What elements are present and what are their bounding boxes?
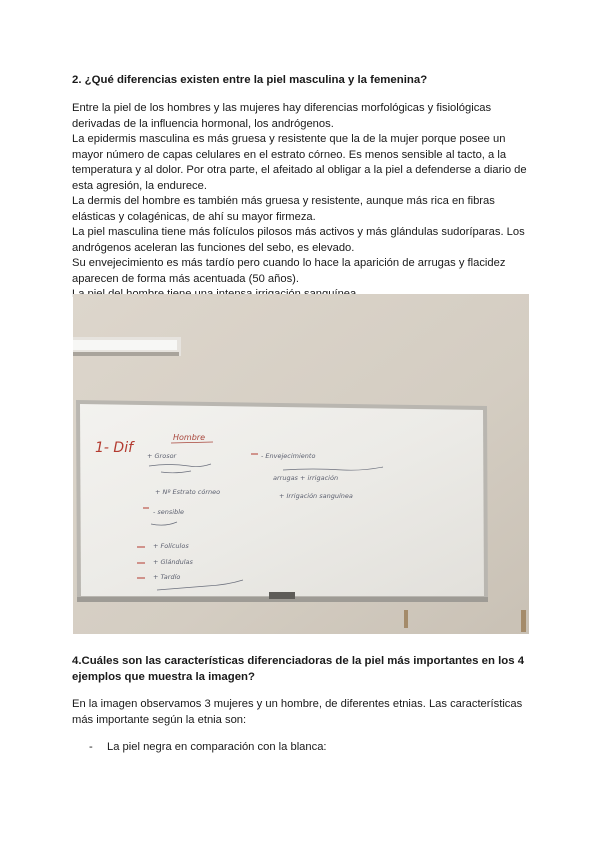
bullet-item [89,740,327,755]
section-4-heading: 4.Cuáles son las características diferenciadoras de la piel más importantes en los 4 ejemplos que muestra la imagen? [72,655,525,683]
wall-fitting [404,610,408,628]
board-right-item: arrugas + irrigación [273,474,339,482]
bullet-text: La piel negra en comparación con la blanca: [107,741,327,753]
board-title: 1- Dif [95,440,134,456]
whiteboard-frame [76,400,488,602]
paragraph: La piel masculina tiene más folículos pilosos más activos y más glándulas sudoríparas. Los andrógenos aceleran las funciones del sebo, es elevado. [72,226,525,254]
board-left-item: + Nº Estrato córneo [155,488,221,496]
board-left-item: + Folículos [153,542,189,550]
whiteboard-photo [73,294,529,634]
paragraph: Entre la piel de los hombres y las mujeres hay diferencias morfológicas y fisiológicas derivadas de la influencia hormonal, los andrógenos. [72,102,492,130]
board-right-item: - Envejecimiento [261,452,316,460]
board-left-item: + Grosor [147,452,177,460]
wall-fitting [521,610,526,632]
bullet-marker: - [89,741,93,753]
board-header: Hombre [173,433,205,442]
light-fixture-icon [73,337,181,356]
paragraph: Su envejecimiento es más tardío pero cuando lo hace la aparición de arrugas y flacidez aparecen de forma más acentuada (50 años). [72,257,506,285]
paragraph: La epidermis masculina es más gruesa y resistente que la de la mujer porque posee un mayor número de capas celulares en el estrato córneo. Es menos sensible al tacto, a la temperatura y al dolor. Por otra parte, el afeitado al obligar a la piel a defenderse a diario de esta agresión, la endurece. [72,133,527,192]
section-2-heading: 2. ¿Qué diferencias existen entre la piel masculina y la femenina? [72,74,428,86]
paragraph: La dermis del hombre es también más gruesa y resistente, aunque más rica en fibras elásticas y colagénicas, de ahí su mayor firmeza. [72,195,495,223]
whiteboard-illustration [73,294,529,634]
board-left-item: + Glándulas [153,558,193,566]
section-4-body: En la imagen observamos 3 mujeres y un hombre, de diferentes etnias. Las características más importante según la etnia son: [72,698,523,726]
board-left-item: - sensible [153,508,185,516]
board-right-item: + Irrigación sanguínea [279,492,353,500]
board-left-item: + Tardío [153,573,181,581]
section-2-body [72,101,532,303]
